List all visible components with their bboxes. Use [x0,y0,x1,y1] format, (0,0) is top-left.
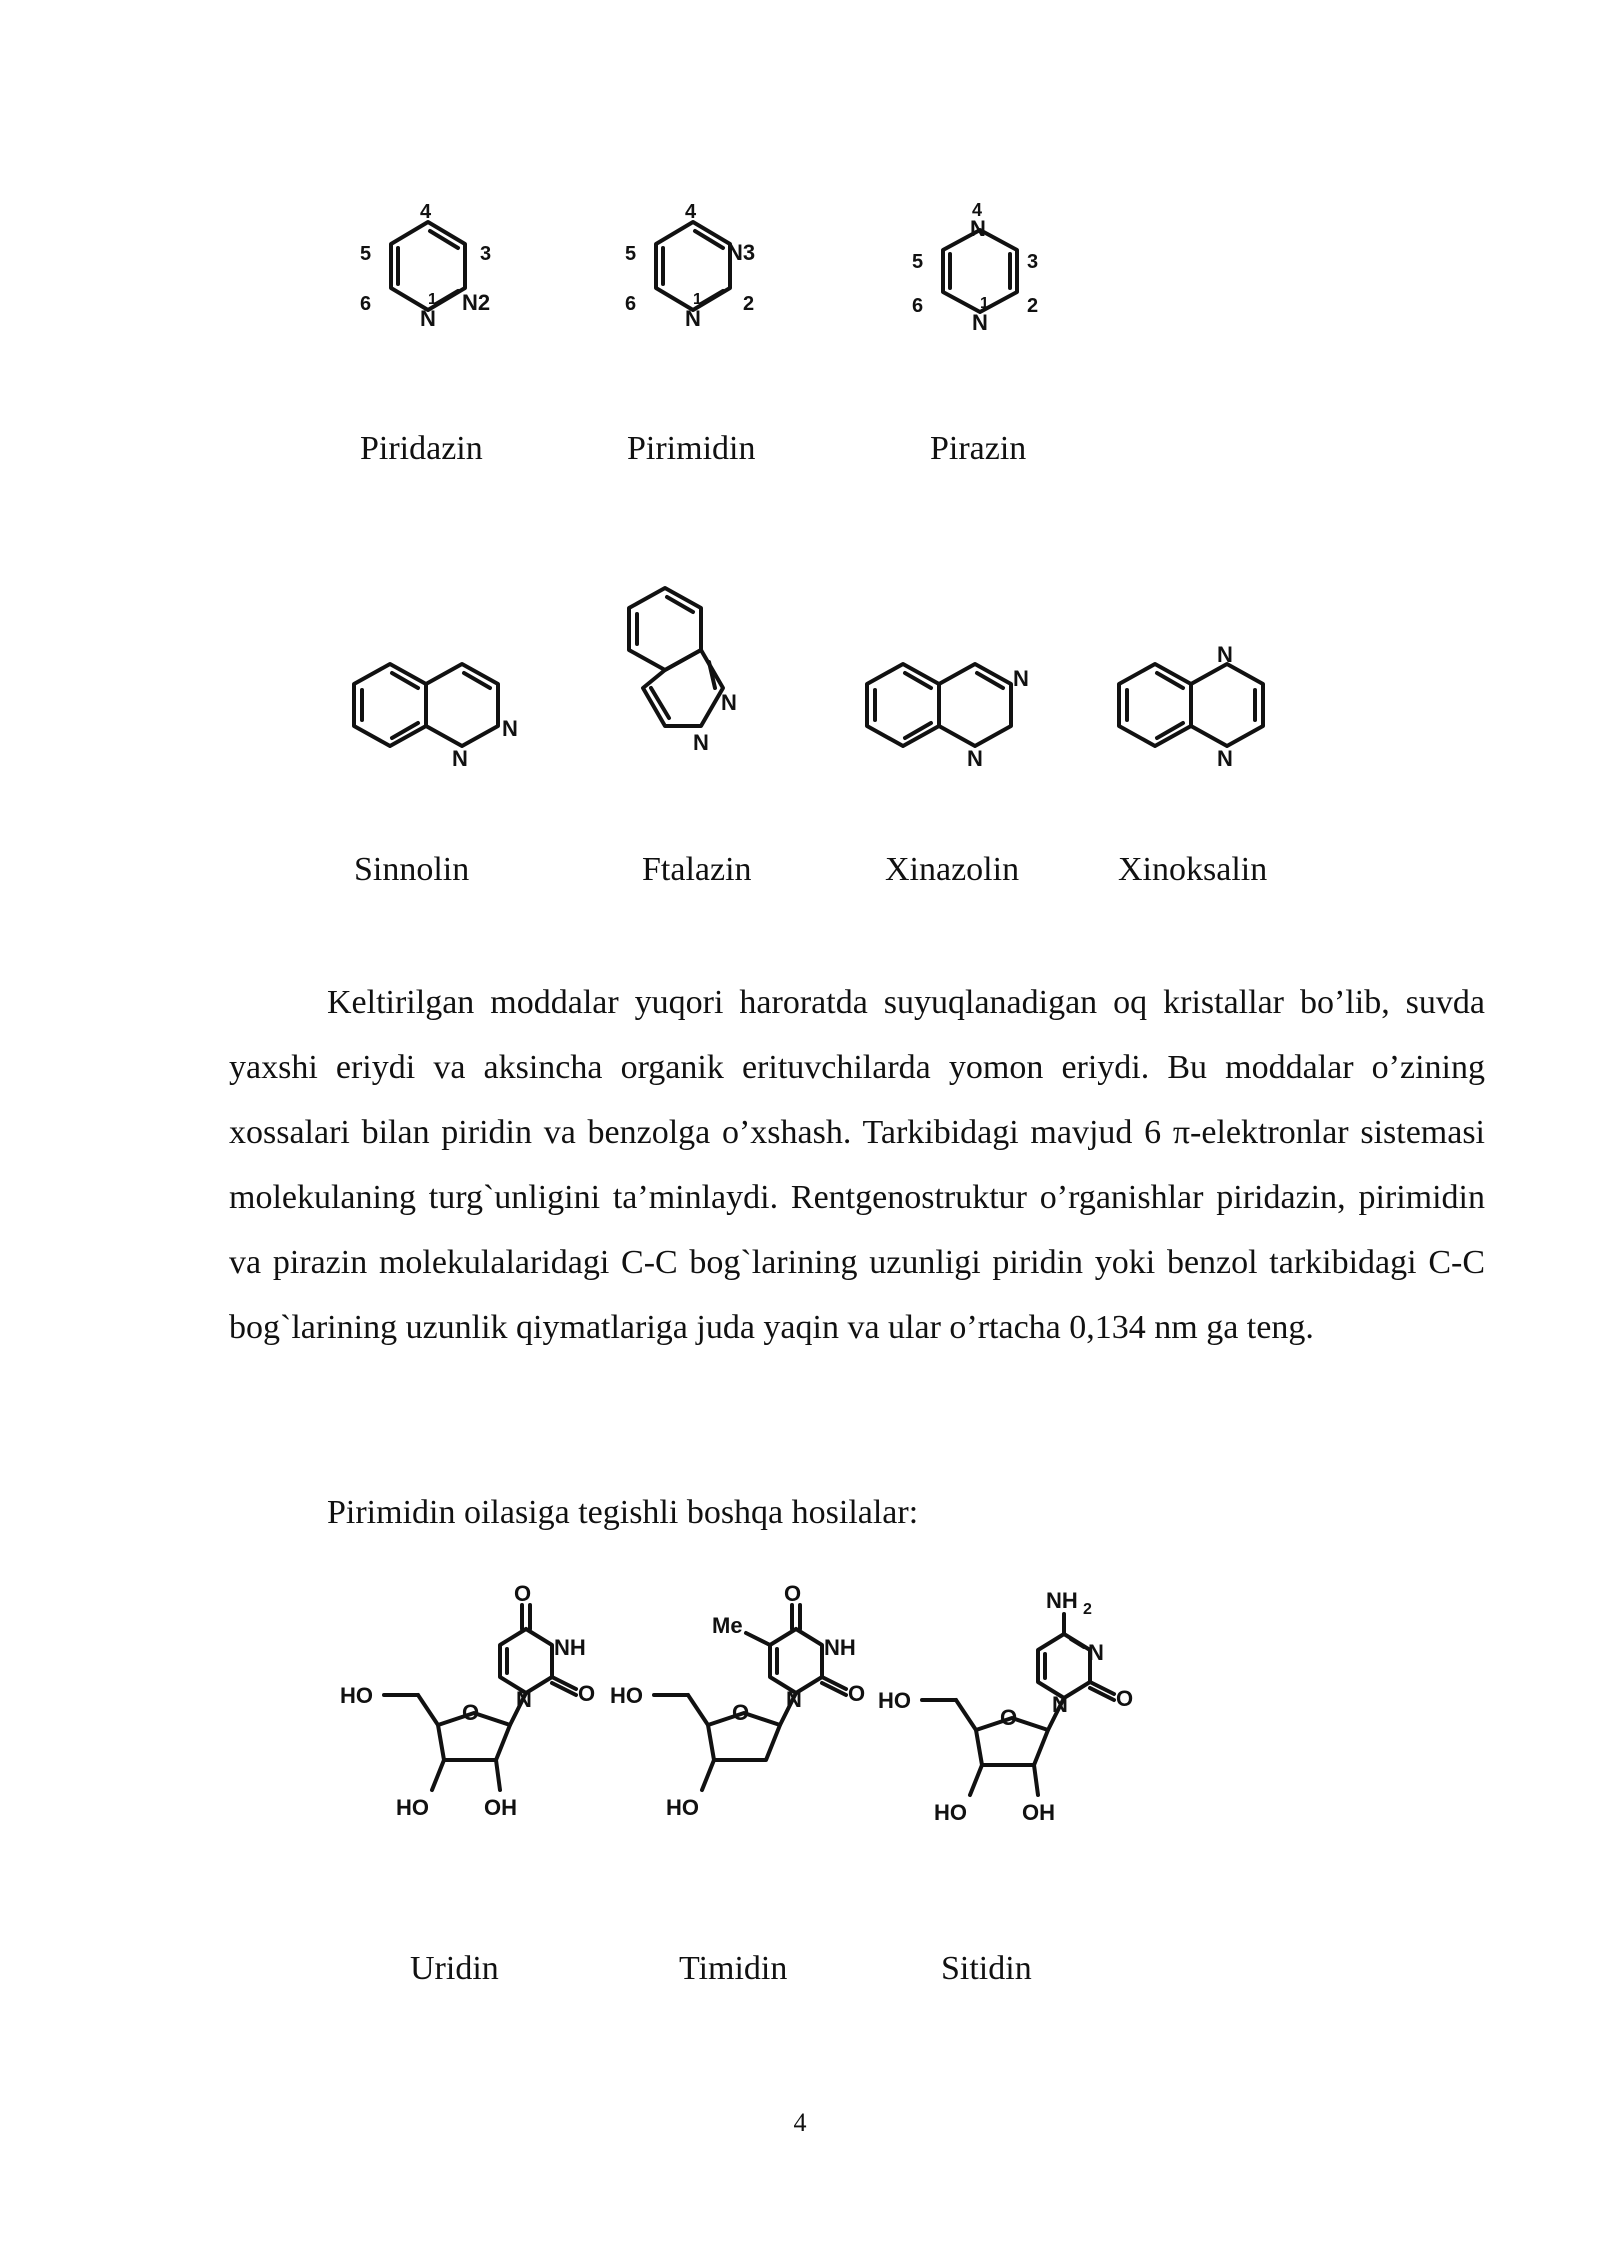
caption-sinnolin: Sinnolin [354,851,470,888]
svg-text:N: N [1088,1640,1104,1665]
svg-text:N: N [420,306,436,331]
caption-sitidin: Sitidin [941,1950,1032,1987]
svg-text:NH: NH [554,1635,586,1660]
svg-text:O: O [848,1681,866,1706]
svg-text:N: N [972,310,988,335]
caption-xinazolin: Xinazolin [885,851,1020,888]
svg-text:6: 6 [912,295,924,317]
svg-text:3: 3 [480,243,492,265]
svg-text:N: N [967,746,983,771]
caption-uridin: Uridin [410,1950,499,1987]
svg-text:1: 1 [693,291,702,308]
svg-text:N: N [693,730,709,755]
svg-text:HO: HO [340,1683,373,1708]
sinnolin-structure [340,650,530,770]
svg-text:N: N [1013,666,1029,691]
svg-text:N: N [1052,1692,1068,1717]
svg-text:OH: OH [484,1795,517,1820]
caption-pirazin: Pirazin [930,430,1027,467]
svg-text:N: N [452,746,468,771]
svg-text:5: 5 [912,251,924,273]
svg-text:N: N [516,1687,532,1712]
svg-text:O: O [514,1581,532,1606]
svg-text:2: 2 [743,293,755,315]
body-paragraph: Keltirilgan moddalar yuqori haroratda suyuqlanadigan oq kristallar bo’lib, suvda yaxshi eriydi va aksincha organik erituvchilarda yomon eriydi. Bu moddalar o’zining xossalari bilan piridin va benzolga o’xshash. Tarkibidagi mavjud 6 π-elektronlar sistemasi molekulaning turg`unligini ta’minlaydi. Rentgenostruktur o’rganishlar piridazin, pirimidin va pirazin molekulalaridagi C-C bog`larining uzunligi piridin yoki benzol tarkibidagi C-C bog`larining uzunlik qiymatlariga juda yaqin va ular o’rtacha 0,134 nm ga teng. [229,984,1485,1346]
caption-ftalazin: Ftalazin [642,851,752,888]
caption-timidin: Timidin [679,1950,788,1987]
svg-text:N: N [786,1687,802,1712]
svg-text:5: 5 [625,243,637,265]
caption-piridazin: Piridazin [360,430,483,467]
caption-xinoksalin: Xinoksalin [1118,851,1268,888]
svg-text:HO: HO [878,1688,911,1713]
svg-text:O: O [1000,1705,1018,1730]
body-paragraph-intro: Pirimidin oilasiga tegishli boshqa hosilalar: [327,1494,919,1531]
svg-text:O: O [1116,1686,1134,1711]
sitidin-structure [878,1590,1138,1870]
svg-text:6: 6 [360,293,372,315]
xinoksalin-structure [1105,640,1295,770]
svg-text:3: 3 [1027,251,1039,273]
xinazolin-structure [853,650,1043,770]
ftalazin-structure [615,580,765,770]
svg-text:2: 2 [1083,1601,1092,1618]
svg-text:N2: N2 [462,290,491,315]
svg-text:2: 2 [1027,295,1039,317]
svg-text:HO: HO [666,1795,699,1820]
svg-text:1: 1 [428,291,437,308]
svg-text:Me: Me [712,1613,743,1638]
piridazin-structure [350,200,510,350]
svg-text:N: N [970,216,986,241]
pirazin-structure [902,200,1062,350]
svg-text:4: 4 [420,201,432,223]
svg-text:N: N [1217,642,1233,667]
svg-text:O: O [462,1700,480,1725]
svg-text:N: N [721,690,737,715]
svg-text:HO: HO [610,1683,643,1708]
svg-text:1: 1 [980,295,989,312]
svg-text:NH: NH [1046,1588,1078,1613]
uridin-structure [340,1581,600,1865]
svg-text:N: N [502,716,518,741]
svg-text:4: 4 [685,201,697,223]
svg-text:O: O [732,1700,750,1725]
caption-pirimidin: Pirimidin [627,430,756,467]
svg-text:6: 6 [625,293,637,315]
svg-text:4: 4 [972,200,983,220]
svg-text:HO: HO [396,1795,429,1820]
timidin-structure [610,1581,870,1865]
svg-text:NH: NH [824,1635,856,1660]
svg-text:O: O [578,1681,596,1706]
svg-text:O: O [784,1581,802,1606]
svg-text:N3: N3 [727,240,756,265]
svg-text:OH: OH [1022,1800,1055,1825]
svg-text:N: N [685,306,701,331]
pirimidin-structure [615,200,775,350]
svg-text:N: N [1217,746,1233,771]
svg-text:HO: HO [934,1800,967,1825]
svg-text:5: 5 [360,243,372,265]
page-number: 4 [793,2108,807,2137]
